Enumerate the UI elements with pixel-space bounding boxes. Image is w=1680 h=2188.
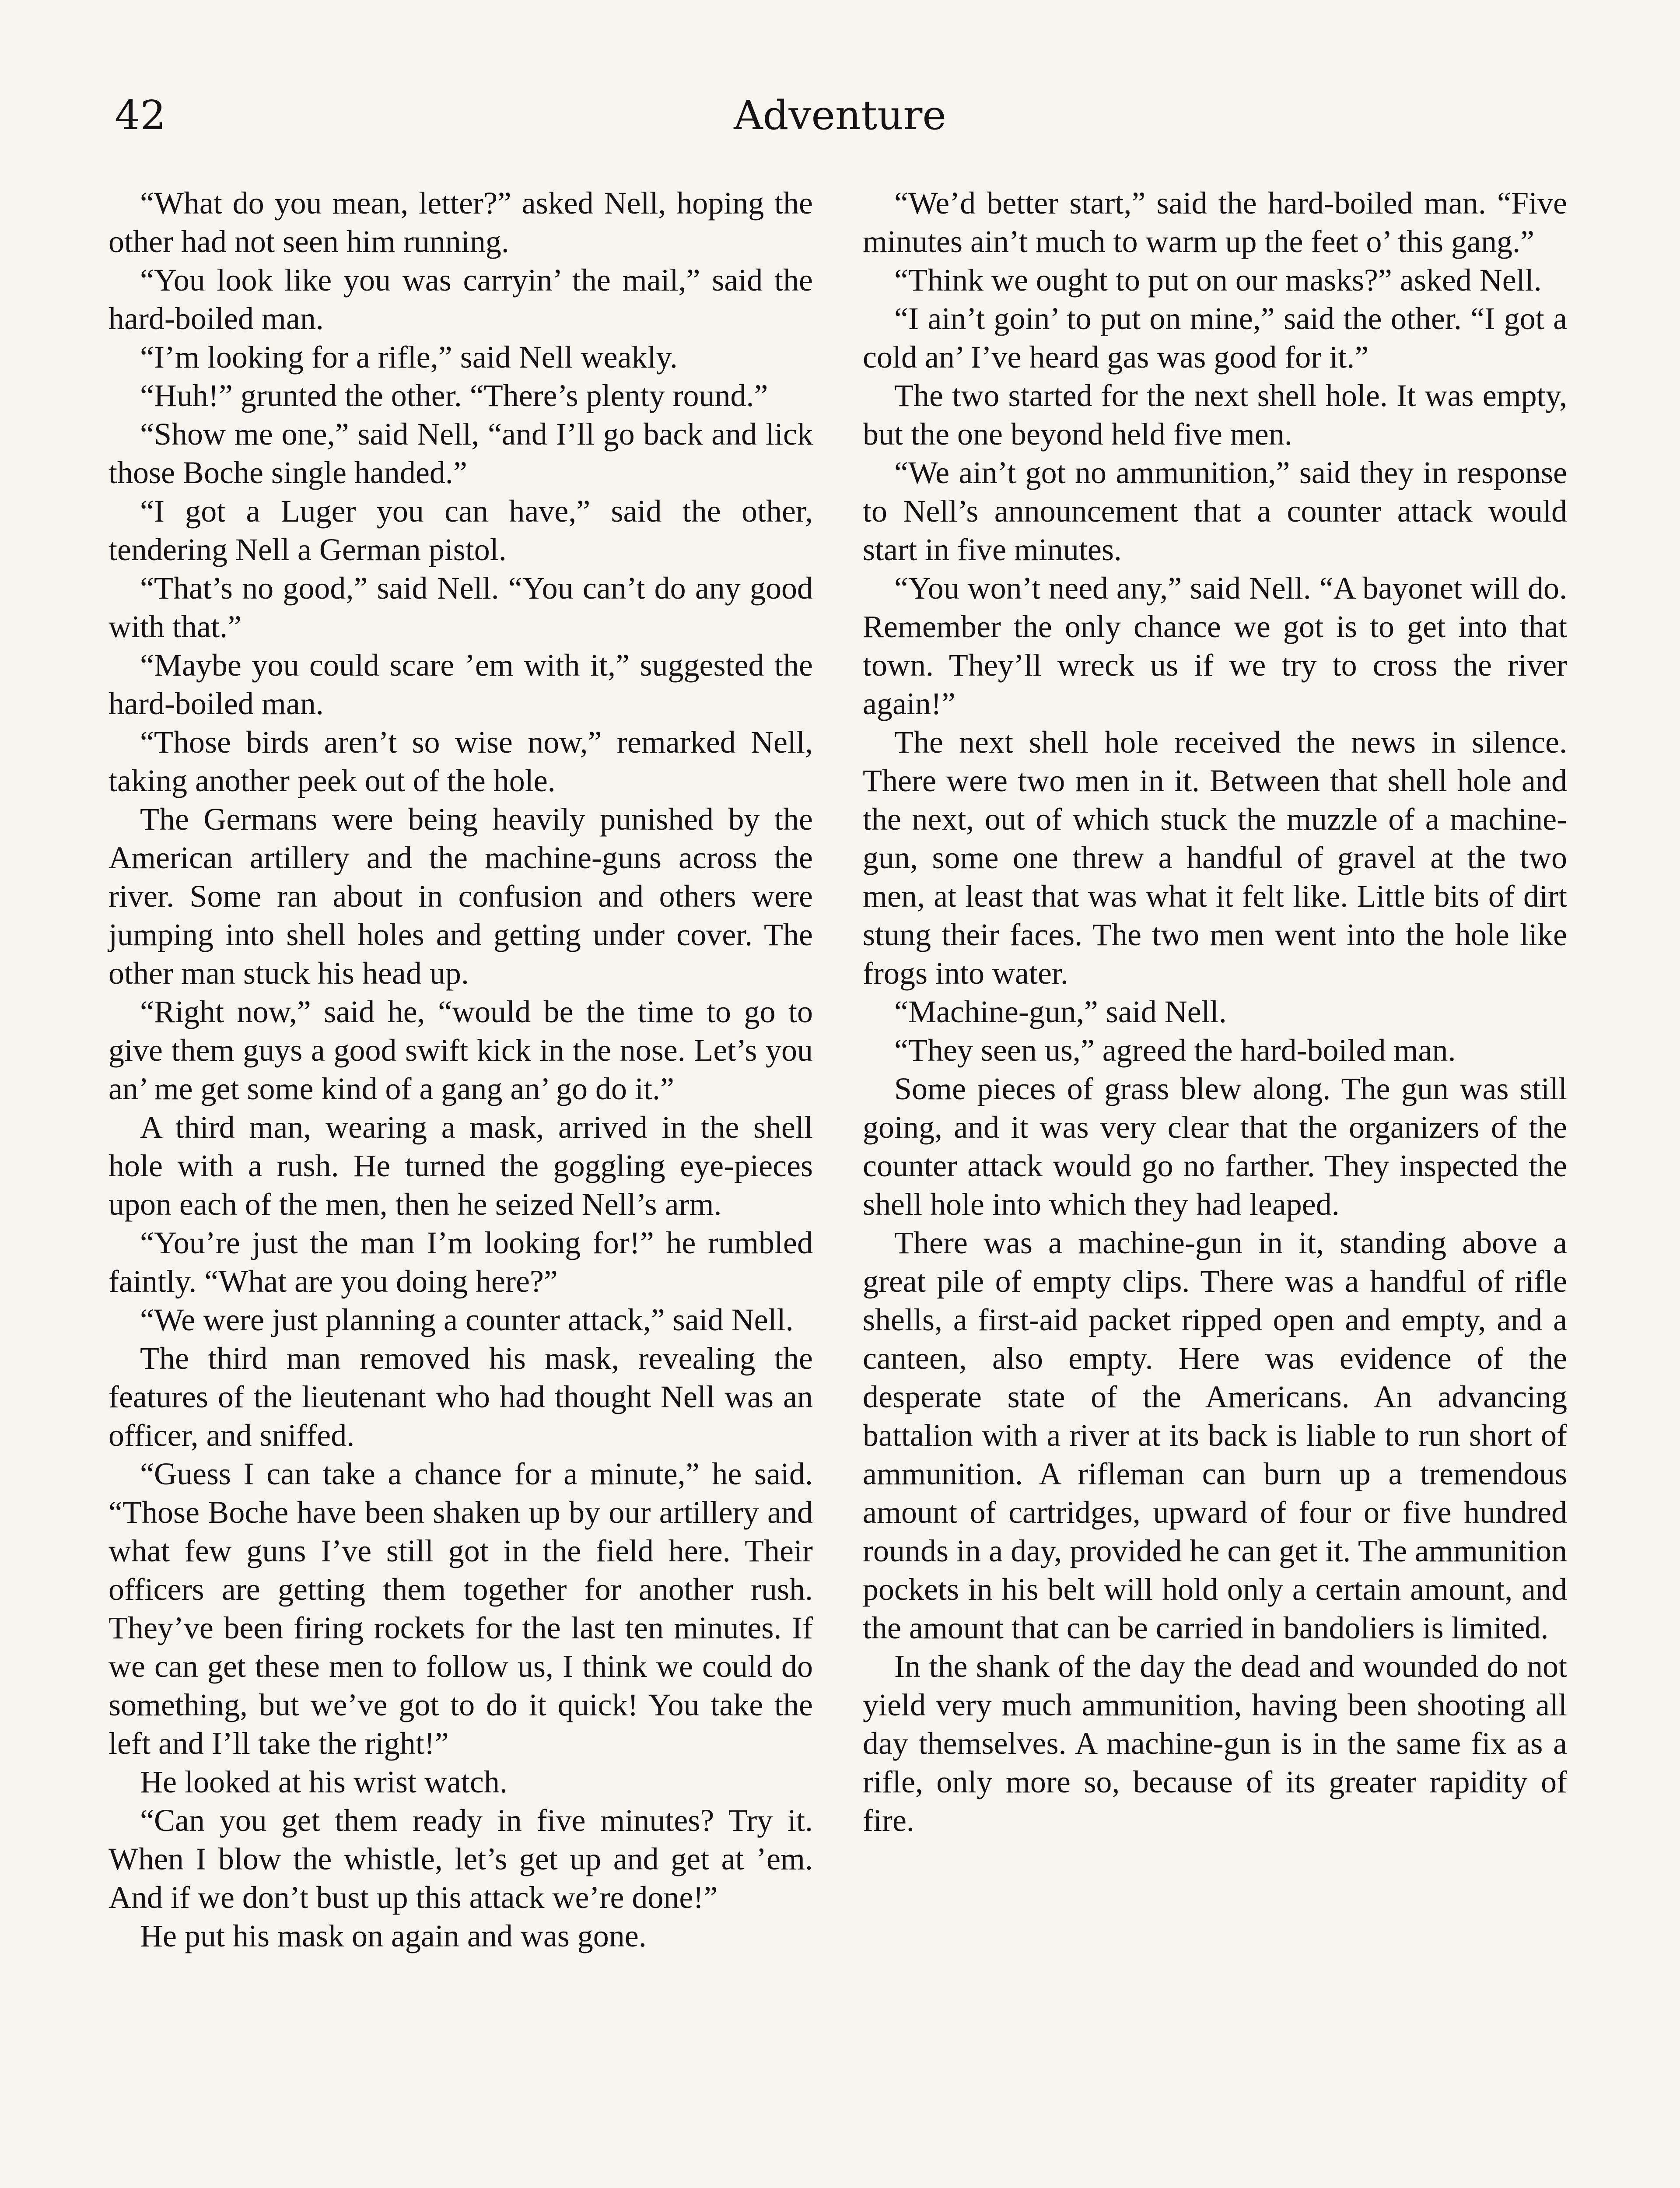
paragraph: “You look like you was carryin’ the mail,” said the hard-boiled man. <box>108 263 813 336</box>
paragraph: Some pieces of grass blew along. The gun was still going, and it was very clear that the organizers of the counter attack would go no farther. They inspected the shell hole into which they had leaped. <box>863 1071 1567 1222</box>
paragraph: “We’d better start,” said the hard-boiled man. “Five minutes ain’t much to warm up the feet o’ this gang.” <box>863 186 1567 259</box>
paragraph: “Guess I can take a chance for a minute,” he said. “Those Boche have been shaken up by our artillery and what few guns I’ve still got in the field here. Their officers are getting them together for another rush. They’ve been firing rockets for the last ten minutes. If we can get these men to follow us, I think we could do something, but we’ve got to do it quick! You take the left and I’ll take the right!” <box>108 1456 813 1761</box>
paragraph: “Think we ought to put on our masks?” asked Nell. <box>894 263 1542 298</box>
right-column <box>863 184 1567 1840</box>
paragraph: The Germans were being heavily punished by the American artillery and the machine-guns across the river. Some ran about in confusion and others were jumping into shell holes and getting under cover. The other man stuck his head up. <box>108 802 813 991</box>
paragraph: “We ain’t got no ammunition,” said they in response to Nell’s announcement that a counter attack would start in five minutes. <box>863 455 1567 567</box>
left-column <box>108 184 813 1955</box>
paragraph: “What do you mean, letter?” asked Nell, hoping the other had not seen him running. <box>108 186 813 259</box>
paragraph: The two started for the next shell hole. It was empty, but the one beyond held five men. <box>863 378 1567 452</box>
paragraph: “Machine-gun,” said Nell. <box>894 994 1227 1029</box>
paragraph: There was a machine-gun in it, standing above a great pile of empty clips. There was a handful of rifle shells, a first-aid packet ripped open and empty, and a canteen, also empty. Here was evidence of the desperate state of the Americans. An advancing battalion with a river at its back is liable to run short of ammunition. A rifleman can burn up a tremendous amount of cartridges, upward of four or five hundred rounds in a day, provided he can get it. The ammunition pockets in his belt will hold only a certain amount, and the amount that can be carried in bandoliers is limited. <box>863 1225 1567 1645</box>
paragraph: “I ain’t goin’ to put on mine,” said the other. “I got a cold an’ I’ve heard gas was good for it.” <box>863 301 1567 375</box>
page-number: 42 <box>115 92 166 139</box>
paragraph: “I’m looking for a rifle,” said Nell weakly. <box>140 340 678 375</box>
paragraph: “You’re just the man I’m looking for!” he rumbled faintly. “What are you doing here?” <box>108 1225 813 1299</box>
paragraph: “Those birds aren’t so wise now,” remarked Nell, taking another peek out of the hole. <box>108 725 813 798</box>
paragraph: “Can you get them ready in five minutes? Try it. When I blow the whistle, let’s get up and get at ’em. And if we don’t bust up this attack we’re done!” <box>108 1803 813 1915</box>
paragraph: The next shell hole received the news in silence. There were two men in it. Between that shell hole and the next, out of which stuck the muzzle of a machine-gun, some one threw a handful of gravel at the two men, at least that was what it felt like. Little bits of dirt stung their faces. The two men went into the hole like frogs into water. <box>863 725 1567 991</box>
paragraph: The third man removed his mask, revealing the features of the lieutenant who had thought Nell was an officer, and sniffed. <box>108 1341 813 1453</box>
paragraph: “I got a Luger you can have,” said the other, tendering Nell a German pistol. <box>108 494 813 567</box>
paragraph: He looked at his wrist watch. <box>140 1764 508 1799</box>
paragraph: “That’s no good,” said Nell. “You can’t do any good with that.” <box>108 571 813 644</box>
paragraph: “Huh!” grunted the other. “There’s plenty round.” <box>140 378 768 413</box>
paragraph: “Right now,” said he, “would be the time to go to give them guys a good swift kick in the nose. Let’s you an’ me get some kind of a gang an’ go do it.” <box>108 994 813 1106</box>
paragraph: In the shank of the day the dead and wounded do not yield very much ammunition, having been shooting all day themselves. A machine-gun is in the same fix as a rifle, only more so, because of its greater rapidity of fire. <box>863 1649 1567 1838</box>
paragraph: “We were just planning a counter attack,” said Nell. <box>140 1302 794 1337</box>
paragraph: A third man, wearing a mask, arrived in the shell hole with a rush. He turned the goggling eye-pieces upon each of the men, then he seized Nell’s arm. <box>108 1110 813 1222</box>
paragraph: “Maybe you could scare ’em with it,” suggested the hard-boiled man. <box>108 648 813 721</box>
paragraph: He put his mask on again and was gone. <box>140 1918 647 1953</box>
paragraph: “You won’t need any,” said Nell. “A bayonet will do. Remember the only chance we got is to get into that town. They’ll wreck us if we try to cross the river again!” <box>863 571 1567 721</box>
running-title: Adventure <box>734 92 946 139</box>
paragraph: “They seen us,” agreed the hard-boiled man. <box>894 1033 1456 1068</box>
paragraph: “Show me one,” said Nell, “and I’ll go back and lick those Boche single handed.” <box>108 417 813 490</box>
